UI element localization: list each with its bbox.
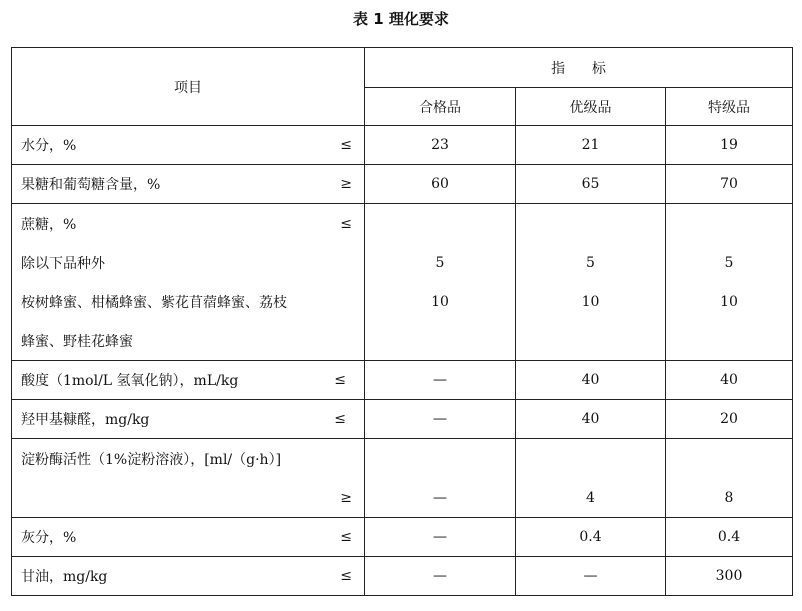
row-label: 蔗糖，% bbox=[21, 216, 77, 233]
value-cell: 4 bbox=[586, 489, 595, 506]
symbol: ≤ bbox=[334, 372, 346, 388]
symbol: ≤ bbox=[340, 215, 352, 232]
value-cell: 8 bbox=[724, 489, 734, 506]
value-cell: — bbox=[433, 489, 447, 506]
value-cell: 20 bbox=[666, 400, 793, 439]
value-cell: 0.4 bbox=[666, 518, 793, 557]
table-row-sucrose bbox=[12, 204, 793, 361]
value-cell: 40 bbox=[516, 400, 666, 439]
symbol: ≥ bbox=[340, 489, 352, 506]
value-cell: — bbox=[365, 518, 516, 557]
row-label: 灰分，% bbox=[21, 530, 77, 546]
value-cell: 300 bbox=[666, 557, 793, 596]
value-cell: — bbox=[365, 400, 516, 439]
value-cell: 19 bbox=[666, 126, 793, 165]
value-cell: 23 bbox=[365, 126, 516, 165]
value-cell: — bbox=[365, 557, 516, 596]
sub-label: 桉树蜂蜜、柑橘蜂蜜、紫花苜蓿蜂蜜、荔枝 bbox=[21, 294, 287, 311]
value-cell: 40 bbox=[666, 361, 793, 400]
value-cell: — bbox=[365, 361, 516, 400]
table-row-fructose bbox=[12, 165, 793, 204]
value-cell: 5 bbox=[724, 254, 734, 271]
value-cell: 70 bbox=[666, 165, 793, 204]
value-cell: 21 bbox=[516, 126, 666, 165]
header-indicator: 指 标 bbox=[365, 48, 793, 88]
row-label: 羟甲基糠醛，mg/kg bbox=[21, 412, 150, 428]
header-grade-superior: 优级品 bbox=[516, 88, 666, 126]
value-cell: 65 bbox=[516, 165, 666, 204]
sub-label: 除以下品种外 bbox=[21, 255, 105, 272]
table-row-amylase bbox=[12, 439, 793, 518]
symbol: ≥ bbox=[340, 176, 352, 192]
table-row-acidity bbox=[12, 361, 793, 400]
row-label: 甘油，mg/kg bbox=[21, 569, 108, 585]
table-row-water bbox=[12, 126, 793, 165]
symbol: ≤ bbox=[340, 137, 352, 153]
value-cell: 10 bbox=[581, 293, 600, 310]
value-cell: 0.4 bbox=[516, 518, 666, 557]
table-row-glycerol bbox=[12, 557, 793, 596]
symbol: ≤ bbox=[340, 568, 352, 584]
value-cell: — bbox=[516, 557, 666, 596]
physicochemical-requirements-table bbox=[11, 47, 793, 596]
table-row-ash bbox=[12, 518, 793, 557]
symbol: ≤ bbox=[334, 411, 346, 427]
value-cell: 5 bbox=[435, 254, 445, 271]
value-cell: 10 bbox=[431, 293, 449, 310]
value-cell: 5 bbox=[586, 254, 595, 271]
header-grade-special: 特级品 bbox=[666, 88, 793, 126]
value-cell: 60 bbox=[365, 165, 516, 204]
value-cell: 10 bbox=[720, 293, 738, 310]
row-label: 水分，% bbox=[21, 138, 77, 154]
table-title: 表 1 理化要求 bbox=[353, 10, 449, 28]
row-label: 果糖和葡萄糖含量，% bbox=[21, 177, 161, 193]
table-row-hmf bbox=[12, 400, 793, 439]
sub-label: 蜂蜜、野桂花蜂蜜 bbox=[21, 333, 133, 350]
symbol: ≤ bbox=[340, 529, 352, 545]
value-cell: 40 bbox=[516, 361, 666, 400]
row-label: 酸度（1mol/L 氢氧化钠），mL/kg bbox=[21, 373, 239, 389]
row-label: 淀粉酶活性（1%淀粉溶液），[ml/（g·h）] bbox=[21, 451, 282, 468]
header-grade-qualified: 合格品 bbox=[365, 88, 516, 126]
header-item: 项目 bbox=[12, 48, 365, 126]
